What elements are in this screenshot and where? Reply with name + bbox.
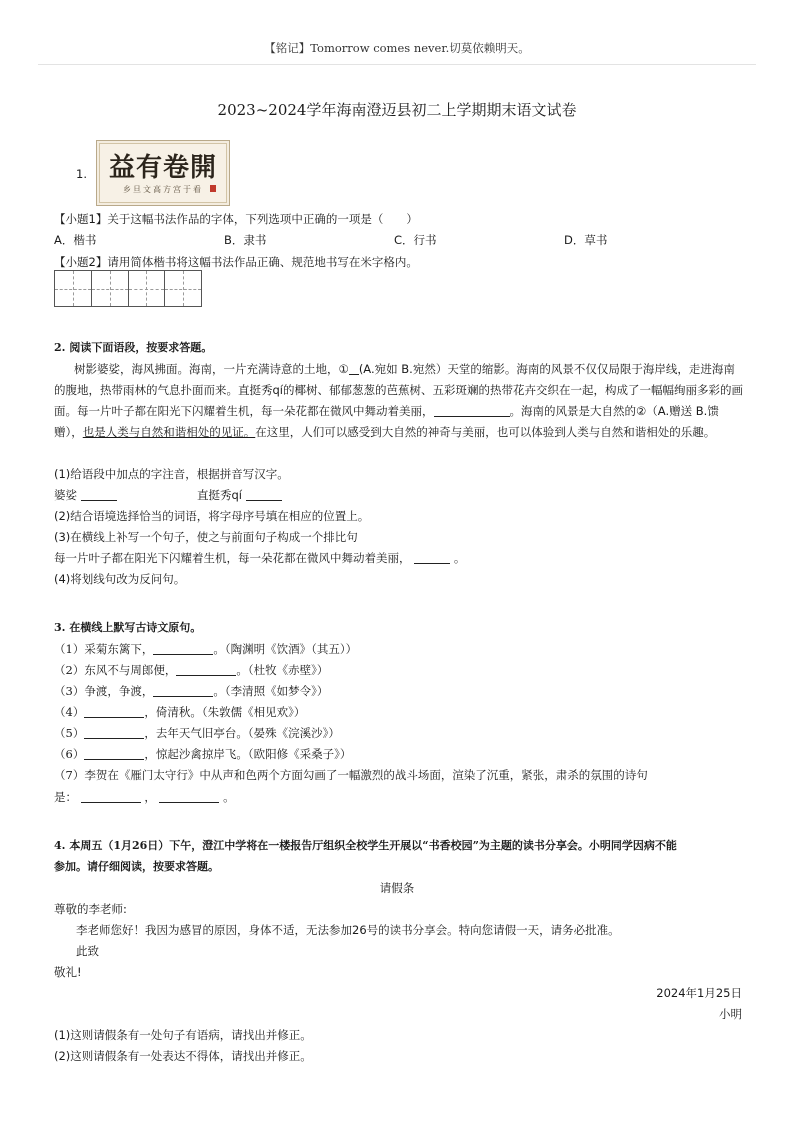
- q3-item-3-post: 。（李清照《如梦令》）: [213, 684, 329, 698]
- seal-stamp: [210, 185, 216, 192]
- passage-part-c: 。海南的风景是大自然的②（A.赠送 B.馈赠），: [54, 404, 719, 439]
- q3-item-4-pre: （4）: [54, 705, 85, 719]
- mizi-cell[interactable]: [92, 271, 129, 306]
- q2-hanzi-row: [197, 487, 282, 503]
- q3-blank-2[interactable]: [176, 664, 236, 676]
- q1-option-d: D．草书: [564, 233, 608, 247]
- pinyin-right-label: 直挺秀qí: [197, 488, 242, 502]
- q3-item-6: [54, 746, 351, 762]
- mizi-cell[interactable]: [55, 271, 92, 306]
- q3-item-1: [54, 641, 357, 657]
- q2-task4: (4)将划线句改为反问句。: [54, 572, 186, 586]
- q3-item-7-sep: ，: [144, 790, 156, 804]
- q3-blank-3[interactable]: [153, 685, 213, 697]
- leave-note-closing-2: 敬礼!: [54, 965, 82, 979]
- calligraphy-main-text: 益有卷開: [108, 153, 217, 183]
- q3-blank-5[interactable]: [84, 727, 144, 739]
- header-motto: 【铭记】Tomorrow comes never.切莫依赖明天。: [264, 41, 530, 55]
- blank-1[interactable]: [349, 363, 359, 375]
- leave-note-date: 2024年1月25日: [656, 986, 742, 1000]
- q2-pinyin-row: [54, 487, 117, 503]
- task3-sentence: 每一片叶子都在阳光下闪耀着生机，每一朵花都在微风中舞动着美丽，: [54, 551, 411, 565]
- pinyin-blank-left[interactable]: [81, 489, 117, 501]
- q1-option-c: C．行书: [394, 233, 437, 247]
- task3-end: 。: [453, 551, 466, 565]
- q4-task2: (2)这则请假条有一处表达不得体，请找出并修正。: [54, 1049, 312, 1063]
- q3-item-5-pre: （5）: [54, 726, 85, 740]
- q3-item-7-end: 。: [223, 790, 235, 804]
- header-divider: [38, 64, 756, 65]
- blank-parallel[interactable]: [434, 405, 510, 417]
- hanzi-blank-right[interactable]: [246, 489, 282, 501]
- q3-blank-7a[interactable]: [81, 791, 141, 803]
- q2-task3: (3)在横线上补写一个句子，使之与前面句子构成一个排比句: [54, 530, 358, 544]
- q2-task2: (2)结合语境选择恰当的词语，将字母序号填在相应的位置上。: [54, 509, 370, 523]
- calligraphy-inscription: 乡旦文高方宫于看: [123, 185, 203, 194]
- q3-item-5-post: ，去年天气旧亭台。（晏殊《浣溪沙》）: [144, 726, 340, 740]
- dotted-chars: 树影: [74, 362, 97, 376]
- passage-part-b: (A.宛如 B.宛然）天堂的缩影。海南的风景不仅仅局限于海岸线，走进海南的腹地，热带雨林的气息扑面而来。直挺秀qí的椰树、郁郁葱葱的芭蕉树、五彩斑斓的热带花卉交织在一起，构成了一幅幅绚丽多彩的画面。每一片叶子都在阳光下闪耀着生机，每一朵花都在微风中舞动着美丽，: [54, 362, 743, 418]
- q1-sub1: 【小题1】关于这幅书法作品的字体，下列选项中正确的一项是（ ）: [54, 212, 418, 226]
- leave-note-title: 请假条: [379, 881, 415, 895]
- q3-blank-1[interactable]: [153, 643, 213, 655]
- q3-item-4-post: ，倚清秋。（朱敦儒《相见欢》）: [144, 705, 306, 719]
- q1-sub2: 【小题2】请用简体楷书将这幅书法作品正确、规范地书写在米字格内。: [54, 255, 418, 269]
- passage-part-d: 在这里，人们可以感受到大自然的神奇与美丽，也可以体验到人类与自然和谐相处的乐趣。: [255, 425, 716, 439]
- underlined-sentence: 也是人类与自然和谐相处的见证。: [82, 425, 256, 439]
- leave-note-signature: 小明: [719, 1007, 742, 1021]
- calligraphy-image: [96, 140, 230, 206]
- mizi-cell[interactable]: [165, 271, 201, 306]
- q3-blank-4[interactable]: [84, 706, 144, 718]
- q2-passage: [54, 359, 744, 443]
- q3-item-4: [54, 704, 305, 720]
- q3-blank-7b[interactable]: [159, 791, 219, 803]
- q1-option-a: A．楷书: [54, 233, 97, 247]
- q2-task1: (1)给语段中加点的字注音，根据拼音写汉字。: [54, 467, 289, 481]
- q3-item-5: [54, 725, 340, 741]
- q3-item-3-pre: （3）争渡，争渡，: [54, 684, 154, 698]
- q1-option-b: B．隶书: [224, 233, 267, 247]
- q3-blank-6[interactable]: [84, 748, 144, 760]
- q3-item-3: [54, 683, 328, 699]
- q3-item-6-pre: （6）: [54, 747, 85, 761]
- leave-note-salutation: 尊敬的李老师:: [54, 902, 127, 916]
- q3-item-2-pre: （2）东风不与周郎便，: [54, 663, 177, 677]
- q3-item-7-prefix: 是：: [54, 790, 77, 804]
- passage-part-a: 婆娑，海风拂面。海南，一片充满诗意的土地，①: [97, 362, 349, 376]
- q3-item-1-post: 。（陶渊明《饮酒》（其五））: [213, 642, 358, 656]
- q3-item-1-pre: （1）采菊东篱下，: [54, 642, 154, 656]
- q3-item-7-answer: [54, 789, 235, 805]
- q2-heading: 2. 阅读下面语段，按要求答题。: [54, 341, 213, 354]
- task3-blank[interactable]: [414, 552, 450, 564]
- q3-heading: 3. 在横线上默写古诗文原句。: [54, 621, 202, 634]
- q3-item-7: （7）李贺在《雁门太守行》中从声和色两个方面勾画了一幅激烈的战斗场面，渲染了沉重，紧张，肃杀的氛围的诗句: [54, 768, 648, 782]
- mizi-grid[interactable]: [54, 270, 202, 307]
- leave-note-closing-1: 此致: [76, 944, 99, 958]
- mizi-cell[interactable]: [129, 271, 166, 306]
- q4-heading-1: 4. 本周五（1月26日）下午，澄江中学将在一楼报告厅组织全校学生开展以“书香校园”为主题的读书分享会。小明同学因病不能: [54, 839, 677, 852]
- exam-title: 2023~2024学年海南澄迈县初二上学期期末语文试卷: [217, 101, 577, 119]
- leave-note-body: 李老师您好！我因为感冒的原因，身体不适，无法参加26号的读书分享会。特向您请假一天，请务必批准。: [76, 923, 620, 937]
- q4-task1: (1)这则请假条有一处句子有语病，请找出并修正。: [54, 1028, 312, 1042]
- pinyin-left-label: 婆娑: [54, 488, 77, 502]
- q4-heading-2: 参加。请仔细阅读，按要求答题。: [54, 860, 219, 873]
- q1-number: 1.: [76, 167, 87, 181]
- q3-item-2-post: 。（杜牧《赤壁》）: [236, 663, 329, 677]
- q2-task3-line: [54, 550, 465, 566]
- q3-item-2: [54, 662, 328, 678]
- q3-item-6-post: ，惊起沙禽掠岸飞。（欧阳修《采桑子》）: [144, 747, 352, 761]
